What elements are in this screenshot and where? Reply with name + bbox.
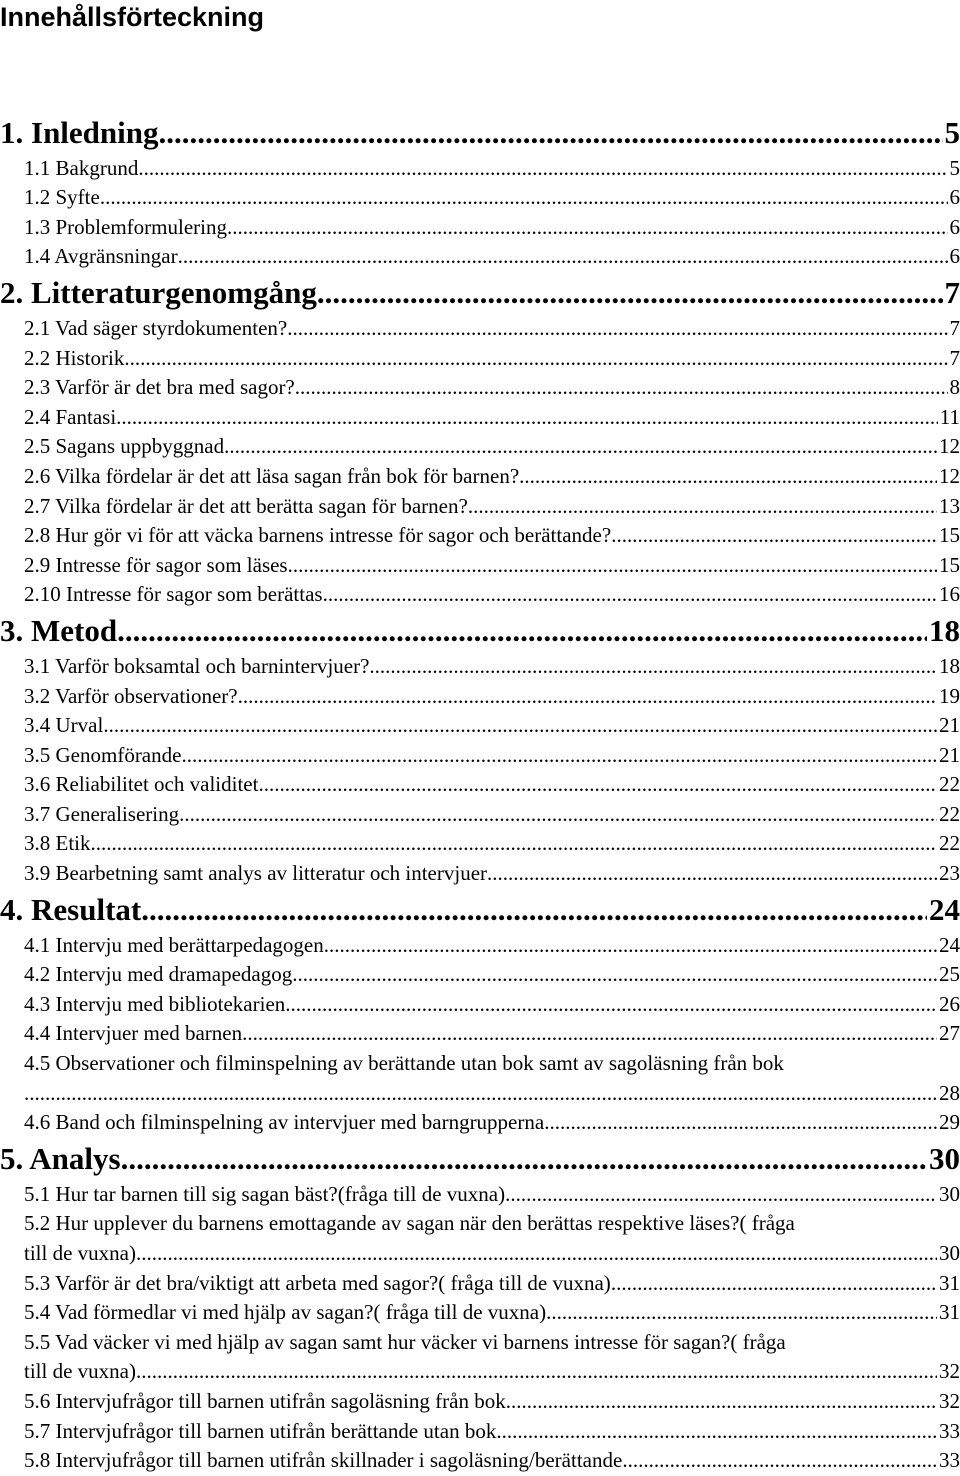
toc-entry-link[interactable] — [0, 1109, 960, 1139]
toc-entry-label: 2.2 Historik — [24, 346, 124, 374]
toc-entry-label: 3.7 Generalisering — [24, 802, 179, 830]
toc-chapter-label: 3. Metod — [0, 613, 117, 652]
toc-entry-link[interactable] — [0, 374, 960, 404]
dot-leader — [285, 992, 937, 1020]
dot-leader — [224, 434, 937, 462]
toc-entry-label: 1.3 Problemformulering — [24, 215, 227, 243]
toc-entry-link[interactable] — [0, 800, 960, 830]
toc-page-number: 29 — [937, 1110, 960, 1138]
toc-page-number: 27 — [937, 1021, 960, 1049]
dot-leader — [24, 1081, 937, 1109]
toc-entry-label: 5.1 Hur tar barnen till sig sagan bäst?(fråga till de vuxna) — [24, 1182, 505, 1210]
dot-leader — [292, 962, 937, 990]
toc-page-number: 28 — [937, 1081, 960, 1109]
dot-leader — [227, 215, 948, 243]
toc-page-number: 23 — [937, 861, 960, 889]
toc-entry-link[interactable] — [0, 344, 960, 374]
dot-leader — [159, 115, 943, 154]
toc-entry-label: 5.5 Vad väcker vi med hjälp av sagan samt hur väcker vi barnens intresse för sagan?( fråga — [24, 1330, 960, 1358]
toc-entry-link[interactable] — [0, 1417, 960, 1447]
toc-entry-link[interactable] — [0, 712, 960, 742]
toc-page-number: 32 — [937, 1359, 960, 1387]
toc-entry-label: 2.4 Fantasi — [24, 405, 116, 433]
toc-entry-label: 2.8 Hur gör vi för att väcka barnens intresse för sagor och berättande? — [24, 523, 611, 551]
toc-page-number: 19 — [937, 684, 960, 712]
toc-entry-link[interactable] — [0, 1049, 960, 1079]
toc-entry-label: 4.4 Intervjuer med barnen — [24, 1021, 242, 1049]
toc-page-number: 33 — [937, 1448, 960, 1476]
toc-page-number: 30 — [927, 1141, 960, 1180]
toc-chapter-link[interactable] — [0, 1138, 960, 1180]
toc-entry-link[interactable] — [0, 859, 960, 889]
toc-entry-label-continuation: till de vuxna) — [24, 1241, 136, 1269]
toc-entry-label: 4.2 Intervju med dramapedagog — [24, 962, 292, 990]
toc-page-number: 5 — [948, 156, 960, 184]
toc-entry-label: 4.6 Band och filminspelning av intervjuer med barngrupperna — [24, 1110, 544, 1138]
toc-page-number: 30 — [937, 1241, 960, 1269]
toc-page-number: 8 — [948, 375, 960, 403]
toc-entry-label: 5.4 Vad förmedlar vi med hjälp av sagan?( fråga till de vuxna) — [24, 1300, 546, 1328]
dot-leader — [487, 861, 937, 889]
dot-leader — [181, 743, 937, 771]
toc-entry-link[interactable] — [0, 1180, 960, 1210]
toc-entry-label: 5.7 Intervjufrågor till barnen utifrån berättande utan bok — [24, 1419, 496, 1447]
dot-leader — [179, 802, 937, 830]
toc-page-number: 24 — [927, 892, 960, 931]
table-of-contents — [0, 112, 960, 1476]
toc-entry-label: 2.1 Vad säger styrdokumenten? — [24, 316, 287, 344]
dot-leader — [468, 494, 937, 522]
toc-chapter-link[interactable] — [0, 112, 960, 154]
toc-entry-label: 3.9 Bearbetning samt analys av litteratur och intervjuer — [24, 861, 487, 889]
toc-chapter-label: 1. Inledning — [0, 115, 159, 154]
dot-leader — [323, 582, 937, 610]
dot-leader — [506, 1389, 937, 1417]
dot-leader — [91, 831, 938, 859]
toc-entry-link[interactable] — [0, 652, 960, 682]
toc-entry-label: 3.4 Urval — [24, 713, 103, 741]
toc-page-number: 22 — [937, 831, 960, 859]
toc-entry-link[interactable] — [0, 213, 960, 243]
toc-entry-continuation[interactable] — [0, 1358, 960, 1388]
toc-page-number: 21 — [937, 713, 960, 741]
dot-leader — [258, 772, 937, 800]
dot-leader — [317, 275, 943, 314]
dot-leader — [136, 1241, 937, 1269]
toc-page-number: 13 — [937, 494, 960, 522]
dot-leader — [611, 1271, 937, 1299]
dot-leader — [622, 1448, 937, 1476]
dot-leader — [138, 156, 947, 184]
page-title: Innehållsförteckning — [0, 0, 264, 34]
dot-leader — [611, 523, 937, 551]
toc-chapter-link[interactable] — [0, 272, 960, 314]
toc-page-number: 33 — [937, 1419, 960, 1447]
dot-leader — [136, 1359, 937, 1387]
toc-page-number: 22 — [937, 772, 960, 800]
toc-page-number: 30 — [937, 1182, 960, 1210]
toc-page-number: 21 — [937, 743, 960, 771]
toc-entry-label: 3.2 Varför observationer? — [24, 684, 238, 712]
toc-entry-label: 4.3 Intervju med bibliotekarien — [24, 992, 285, 1020]
dot-leader — [288, 553, 937, 581]
dot-leader — [324, 933, 937, 961]
toc-page-number: 31 — [937, 1271, 960, 1299]
toc-entry-link[interactable] — [0, 1020, 960, 1050]
toc-entry-link[interactable] — [0, 1387, 960, 1417]
dot-leader — [295, 375, 948, 403]
toc-entry-link[interactable] — [0, 551, 960, 581]
toc-entry-label: 1.2 Syfte — [24, 185, 100, 213]
toc-entry-label: 5.3 Varför är det bra/viktigt att arbeta med sagor?( fråga till de vuxna) — [24, 1271, 611, 1299]
toc-entry-link[interactable] — [0, 990, 960, 1020]
dot-leader — [519, 464, 937, 492]
dot-leader — [141, 892, 927, 931]
dot-leader — [369, 654, 937, 682]
toc-entry-link[interactable] — [0, 1447, 960, 1476]
toc-entry-label: 2.9 Intresse för sagor som läses — [24, 553, 288, 581]
toc-entry-label-continuation: till de vuxna) — [24, 1359, 136, 1387]
toc-entry-link[interactable] — [0, 1328, 960, 1358]
toc-page-number: 24 — [937, 933, 960, 961]
toc-page-number: 12 — [937, 434, 960, 462]
toc-chapter-label: 2. Litteraturgenomgång — [0, 275, 317, 314]
dot-leader — [116, 405, 938, 433]
toc-entry-label: 3.1 Varför boksamtal och barnintervjuer? — [24, 654, 369, 682]
toc-entry-label: 2.10 Intresse för sagor som berättas — [24, 582, 323, 610]
toc-entry-label: 1.4 Avgränsningar — [24, 244, 178, 272]
toc-entry-link[interactable] — [0, 581, 960, 611]
toc-page-number: 18 — [927, 613, 960, 652]
toc-page-number: 7 — [943, 275, 960, 314]
toc-entry-label: 5.2 Hur upplever du barnens emottagande av sagan när den berättas respektive läses?( fråga — [24, 1211, 960, 1239]
dot-leader — [238, 684, 937, 712]
dot-leader — [546, 1300, 937, 1328]
toc-entry-link[interactable] — [0, 184, 960, 214]
toc-page-number: 7 — [948, 316, 960, 344]
toc-entry-label: 2.7 Vilka fördelar är det att berätta sagan för barnen? — [24, 494, 468, 522]
toc-page-number: 31 — [937, 1300, 960, 1328]
toc-entry-label: 2.5 Sagans uppbyggnad — [24, 434, 224, 462]
toc-page-number: 7 — [948, 346, 960, 374]
toc-entry-label: 4.5 Observationer och filminspelning av berättande utan bok samt av sagoläsning från bok — [24, 1051, 960, 1079]
toc-chapter-link[interactable] — [0, 610, 960, 652]
toc-entry-link[interactable] — [0, 771, 960, 801]
dot-leader — [496, 1419, 937, 1447]
toc-entry-link[interactable] — [0, 830, 960, 860]
toc-entry-label: 3.6 Reliabilitet och validitet — [24, 772, 258, 800]
toc-page-number: 22 — [937, 802, 960, 830]
toc-page-number: 15 — [937, 553, 960, 581]
toc-entry-label: 3.5 Genomförande — [24, 743, 181, 771]
toc-page-number: 15 — [937, 523, 960, 551]
dot-leader — [287, 316, 947, 344]
toc-entry-link[interactable] — [0, 522, 960, 552]
toc-entry-link[interactable] — [0, 462, 960, 492]
toc-entry-link[interactable] — [0, 154, 960, 184]
toc-entry-label: 5.6 Intervjufrågor till barnen utifrån sagoläsning från bok — [24, 1389, 506, 1417]
toc-page-number: 6 — [948, 215, 960, 243]
toc-entry-link[interactable] — [0, 961, 960, 991]
toc-entry-link[interactable] — [0, 1299, 960, 1329]
toc-entry-label: 3.8 Etik — [24, 831, 91, 859]
dot-leader — [103, 713, 937, 741]
toc-page-number: 25 — [937, 962, 960, 990]
dot-leader — [505, 1182, 937, 1210]
toc-chapter-label: 4. Resultat — [0, 892, 141, 931]
toc-page-number: 5 — [943, 115, 960, 154]
toc-chapter-label: 5. Analys — [0, 1141, 121, 1180]
toc-entry-link[interactable] — [0, 1210, 960, 1240]
toc-entry-link[interactable] — [0, 741, 960, 771]
dot-leader — [242, 1021, 937, 1049]
toc-page-number: 12 — [937, 464, 960, 492]
toc-page-number: 18 — [937, 654, 960, 682]
toc-entry-link[interactable] — [0, 492, 960, 522]
toc-page-number: 16 — [937, 582, 960, 610]
toc-entry-link[interactable] — [0, 314, 960, 344]
dot-leader — [544, 1110, 937, 1138]
toc-entry-link[interactable] — [0, 1269, 960, 1299]
toc-entry-link[interactable] — [0, 403, 960, 433]
dot-leader — [100, 185, 948, 213]
toc-entry-continuation[interactable] — [0, 1079, 960, 1109]
toc-page-number: 6 — [948, 185, 960, 213]
toc-entry-label: 4.1 Intervju med berättarpedagogen — [24, 933, 324, 961]
toc-entry-link[interactable] — [0, 931, 960, 961]
toc-page-number: 32 — [937, 1389, 960, 1417]
toc-page-number: 11 — [938, 405, 960, 433]
toc-entry-link[interactable] — [0, 433, 960, 463]
toc-entry-label: 2.3 Varför är det bra med sagor? — [24, 375, 295, 403]
toc-chapter-link[interactable] — [0, 889, 960, 931]
dot-leader — [121, 1141, 927, 1180]
toc-entry-label: 2.6 Vilka fördelar är det att läsa sagan från bok för barnen? — [24, 464, 519, 492]
dot-leader — [124, 346, 947, 374]
dot-leader — [178, 244, 948, 272]
toc-entry-continuation[interactable] — [0, 1239, 960, 1269]
toc-entry-link[interactable] — [0, 243, 960, 273]
toc-page-number: 6 — [948, 244, 960, 272]
toc-entry-label: 5.8 Intervjufrågor till barnen utifrån skillnader i sagoläsning/berättande — [24, 1448, 622, 1476]
dot-leader — [117, 613, 927, 652]
toc-page-number: 26 — [937, 992, 960, 1020]
toc-entry-label: 1.1 Bakgrund — [24, 156, 138, 184]
toc-entry-link[interactable] — [0, 682, 960, 712]
